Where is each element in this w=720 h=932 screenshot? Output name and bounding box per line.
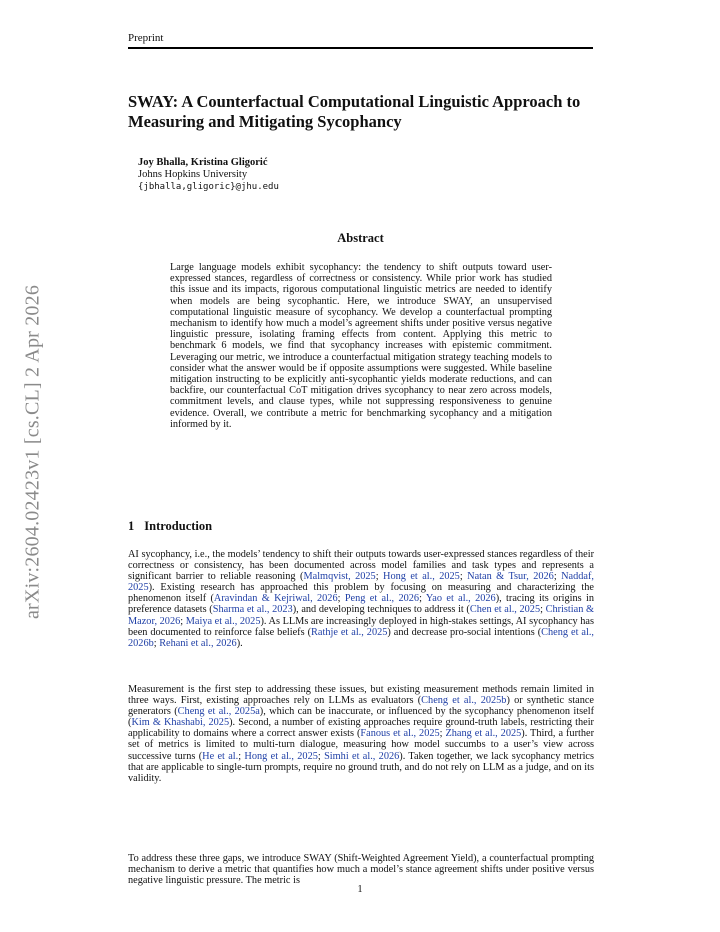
paragraph-text: ), tracing its origins in preference datasets ( — [128, 593, 595, 616]
citation-link[interactable]: He et al. — [202, 750, 239, 762]
author-block — [138, 157, 279, 193]
paragraph-text: ; — [459, 571, 468, 583]
paragraph-text: ; — [419, 593, 426, 605]
citation-link[interactable]: Fanous et al., 2025 — [360, 728, 440, 740]
paragraph-text: ). Second, a number of existing approaches require ground-truth labels, restricting their applicability to domains where a correct answer exists ( — [128, 717, 594, 740]
citation-link[interactable]: Hong et al., 2025 — [383, 571, 460, 583]
author-affiliation: Johns Hopkins University — [138, 169, 248, 180]
section-number: 1 — [128, 519, 135, 533]
citation-link[interactable]: Aravindan & Kejriwal, 2026 — [213, 593, 338, 605]
section-title: Introduction — [144, 519, 213, 533]
paragraph-text: ; — [439, 728, 446, 740]
citation-link[interactable]: Chen et al., 2025 — [469, 604, 541, 616]
citation-link[interactable]: Peng et al., 2026 — [344, 593, 420, 605]
paragraph-text: ). — [236, 637, 243, 649]
paragraph-text: ), and developing techniques to address it ( — [292, 604, 470, 616]
citation-link[interactable]: Naddaf, 2025 — [128, 571, 595, 594]
citation-link[interactable]: Cheng et al., 2025a — [177, 706, 260, 718]
running-head: Preprint — [128, 32, 593, 49]
paragraph-text: ) and decrease pro-social intentions ( — [387, 626, 542, 638]
paragraph-text: ; — [180, 615, 186, 627]
paragraph-text: ; — [317, 750, 325, 762]
citation-link[interactable]: Zhang et al., 2025 — [445, 728, 522, 740]
citation-link[interactable]: Christian & Mazor, 2026 — [128, 604, 595, 627]
abstract-text: Large language models exhibit sycophancy: the tendency to shift outputs toward user-expressed stances, regardless of correctness or consistency. While prior work has studied this issue and its impacts, rigorous computational linguistic metrics are needed to identify when models are being sycophantic. Here, we introduce SWAY, an unsupervised computational linguistic measure of sycophancy. We develop a counterfactual prompting mechanism to identify how much a model’s agreement shifts under positive versus negative linguistic pressure, isolating framing effects from content. Applying this metric to benchmark 6 models, we find that sycophancy increases with epistemic commitment. Leveraging our metric, we introduce a counterfactual mitigation strategy teaching models to consider what the answer would be if opposite assumptions were suggested. While baseline mitigation instructing to be explicitly anti-sycophantic yields moderate reductions, and can backfire, our counterfactual CoT mitigation drives sycophancy to near zero across models, commitment levels, and clause types, while not suppressing responsiveness to genuine evidence. Overall, we contribute a metric for benchmarking sycophancy and a mitigation informed by it. — [170, 262, 552, 430]
paper-title: SWAY: A Counterfactual Computational Linguistic Approach to Measuring and Mitigating Sycophancy — [128, 92, 581, 131]
paragraph-text: ). Existing research has approached this problem by focusing on measuring and characterizing the phenomenon itself ( — [128, 582, 594, 605]
citation-link[interactable]: Maiya et al., 2025 — [185, 615, 261, 627]
citation-link[interactable]: Yao et al., 2026 — [425, 593, 496, 605]
paragraph-text: ; — [375, 571, 384, 583]
page-number: 1 — [357, 884, 363, 895]
citation-link[interactable]: Hong et al., 2025 — [244, 750, 318, 762]
arxiv-stamp: arXiv:2604.02423v1 [cs.CL] 2 Apr 2026 — [21, 284, 44, 620]
paragraph-text: ). As LLMs are increasingly deployed in high-stakes settings, AI sycophancy has been documented to reinforce false beliefs ( — [128, 615, 595, 638]
citation-link[interactable]: Kim & Khashabi, 2025 — [131, 717, 230, 729]
author-names: Joy Bhalla, Kristina Gligorić — [138, 157, 268, 168]
intro-paragraph-3 — [128, 853, 594, 886]
paragraph-text: ). Taken together, we lack sycophancy metrics that are applicable to single-turn prompts, require no ground truth, and do not rely on LLM as a judge, and on its validity. — [128, 750, 595, 784]
citation-link[interactable]: Rehani et al., 2026 — [159, 637, 237, 649]
paragraph-text: ; — [337, 593, 345, 605]
paragraph-text: ; — [540, 604, 546, 616]
paragraph-text: ), which can be inaccurate, or influenced by the sycophancy phenomenon itself ( — [128, 706, 595, 729]
abstract-heading: Abstract — [337, 231, 384, 245]
intro-paragraph-2 — [128, 684, 594, 784]
author-email: {jbhalla,gligoric}@jhu.edu — [138, 182, 279, 192]
citation-link[interactable]: Simhi et al., 2026 — [324, 750, 400, 762]
citation-link[interactable]: Cheng et al., 2025b — [421, 695, 507, 707]
paragraph-text: ; — [238, 750, 245, 762]
citation-link[interactable]: Cheng et al., 2026b — [128, 626, 594, 649]
citation-link[interactable]: Sharma et al., 2023 — [212, 604, 293, 616]
paragraph-text: ; — [153, 637, 160, 649]
paragraph-text: AI sycophancy, i.e., the models’ tendency to shift their outputs towards user-expressed stances regardless of their correctness or consistency, has been documented across model families and task types and represents a significant barrier to reliable reasoning ( — [128, 549, 594, 583]
citation-link[interactable]: Natan & Tsur, 2026 — [467, 571, 554, 583]
paragraph-text: Measurement is the first step to addressing these issues, but existing measurement methods remain limited in three ways. First, existing approaches rely on LLMs as evaluators ( — [128, 684, 594, 707]
paragraph-text: ) or synthetic stance generators ( — [128, 695, 594, 718]
paragraph-text: ). Third, a further set of metrics is limited to multi-turn dialogue, measuring how model succumbs to a user’s view across successive turns ( — [128, 728, 595, 762]
paragraph-text: To address these three gaps, we introduce SWAY (Shift-Weighted Agreement Yield), a counterfactual prompting mechanism to derive a metric that quantifies how much a model’s stance agreement shifts under positive versus negative linguistic pressure. The metric is — [128, 853, 594, 887]
citation-link[interactable]: Rathje et al., 2025 — [311, 626, 388, 638]
paragraph-text: ; — [553, 571, 562, 583]
section-heading — [128, 519, 212, 534]
intro-paragraph-1 — [128, 549, 594, 649]
citation-link[interactable]: Malmqvist, 2025 — [303, 571, 376, 583]
